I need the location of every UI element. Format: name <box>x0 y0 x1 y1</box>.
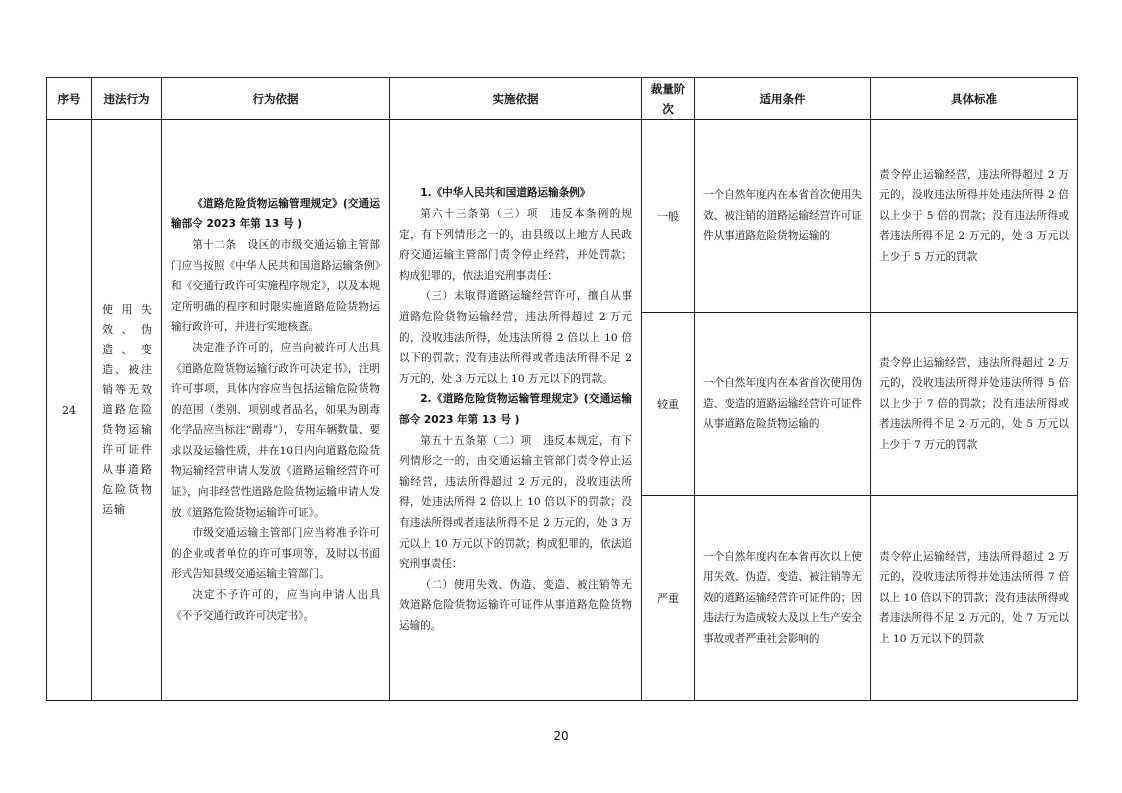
standard-general-text: 责令停止运输经营，违法所得超过 2 万元的，没收违法所得并处违法所得 2 倍以上少于 5 倍的罚款；没有违法所得或者违法所得不足 2 万元的，处 3 万元以上少于 5 万元的罚款 <box>879 168 1069 263</box>
level-severe: 严重 <box>642 496 695 701</box>
condition-severe <box>695 496 871 701</box>
implementation-paragraph: （二）使用失效、伪造、变造、被注销等无效道路危险货物运输许可证件从事道路危险货物运输的。 <box>399 578 632 632</box>
basis-paragraph: 市级交通运输主管部门应当将准予许可的企业或者单位的许可事项等，及时以书面形式告知县级交通运输主管部门。 <box>171 527 380 581</box>
header-violation: 违法行为 <box>92 78 162 120</box>
header-condition: 适用条件 <box>695 78 871 120</box>
page-number: 20 <box>553 729 569 743</box>
level-serious: 较重 <box>642 313 695 496</box>
basis-paragraph: 第十二条 设区的市级交通运输主管部门应当按照《中华人民共和国道路运输条例》和《交通行政许可实施程序规定》，以及本规定所明确的程序和时限实施道路危险货物运输行政许可，并进行实地核查。 <box>171 238 380 334</box>
condition-serious-text: 一个自然年度内在本省首次使用伪造、变造的道路运输经营许可证件从事道路危险货物运输的 <box>703 377 862 431</box>
basis-paragraph: 决定不予许可的，应当向申请人出具《不予交通行政许可决定书》。 <box>171 589 380 622</box>
condition-severe-text: 一个自然年度内在本省再次以上使用失效、伪造、变造、被注销等无效的道路运输经营许可证件的；因违法行为造成较大及以上生产安全事故或者严重社会影响的 <box>703 550 862 645</box>
header-level-label: 裁量阶次 <box>650 81 686 116</box>
implementation-paragraph: 2.《道路危险货物运输管理规定》(交通运输部令 2023 年第 13 号 ) <box>399 393 632 426</box>
implementation-paragraph: （三）未取得道路运输经营许可，擅自从事道路危险货物运输经营，违法所得超过 2 万元的，没收违法所得，处违法所得 2 倍以上 10 倍以下的罚款；没有违法所得或者违法所得不足 2 万元的，处 3 万元以上 10 万元以下的罚款。 <box>399 290 632 385</box>
basis-paragraph: 决定准予许可的，应当向被许可人出具《道路危险货物运输行政许可决定书》，注明许可事项，具体内容应当包括运输危险货物的范围（类别、项别或者品名，如果为剧毒化学品应当标注“剧毒”），专用车辆数量、要求以及运输性质，并在10日内向道路危险货物运输经营申请人发放《道路运输经营许可证》，向非经营性道路危险货物运输申请人发放《道路危险货物运输许可证》。 <box>171 341 380 519</box>
standard-general <box>871 120 1078 313</box>
basis-paragraph: 《道路危险货物运输管理规定》(交通运输部令 2023 年第 13 号 ) <box>171 197 380 231</box>
header-basis: 行为依据 <box>162 78 390 120</box>
condition-general <box>695 120 871 313</box>
standard-severe-text: 责令停止运输经营，违法所得超过 2 万元的，没收违法所得并处违法所得 7 倍以上 10 倍以下的罚款；没有违法所得或者违法所得不足 2 万元的，处 7 万元以上 10 万元以下的罚款 <box>879 550 1069 645</box>
level-general: 一般 <box>642 120 695 313</box>
condition-general-text: 一个自然年度内在本省首次使用失效、被注销的道路运输经营许可证件从事道路危险货物运输的 <box>703 189 862 243</box>
row-seq: 24 <box>47 120 92 701</box>
implementation-paragraph: 第六十三条第（三）项 违反本条例的规定，有下列情形之一的，由县级以上地方人民政府交通运输主管部门责令停止经营，并处罚款；构成犯罪的，依法追究刑事责任： <box>399 208 632 282</box>
header-seq: 序号 <box>47 78 92 120</box>
implementation-text <box>399 183 632 636</box>
standard-serious <box>871 313 1078 496</box>
header-implementation: 实施依据 <box>390 78 642 120</box>
penalty-table <box>46 77 1078 701</box>
header-level <box>642 78 695 120</box>
table-row <box>47 120 1078 313</box>
implementation-paragraph: 1.《中华人民共和国道路运输条例》 <box>420 187 591 200</box>
header-standard: 具体标准 <box>871 78 1078 120</box>
table-header-row <box>47 78 1078 120</box>
standard-serious-text: 责令停止运输经营，违法所得超过 2 万元的，没收违法所得并处违法所得 5 倍以上少于 7 倍的罚款；没有违法所得或者违法所得不足 2 万元的，处 5 万元以上少于 7 万元的罚款 <box>879 356 1069 451</box>
condition-serious <box>695 313 871 496</box>
basis-cell <box>162 120 390 701</box>
implementation-paragraph: 第五十五条第（二）项 违反本规定，有下列情形之一的，由交通运输主管部门责令停止运输经营，违法所得超过 2 万元的，没收违法所得，处违法所得 2 倍以上 10 倍以下的罚款；没有违法所得或者违法所得不足 2 万元的，处 3 万元以上 10 万元以下的罚款；构成犯罪的，依法追究刑事责任： <box>399 434 632 571</box>
implementation-cell <box>390 120 642 701</box>
standard-severe <box>871 496 1078 701</box>
basis-text <box>171 194 380 626</box>
violation-cell: 使用失效、伪造、变造、被注销等无效道路危险货物运输许可证件从事道路危险货物运输 <box>92 120 162 701</box>
